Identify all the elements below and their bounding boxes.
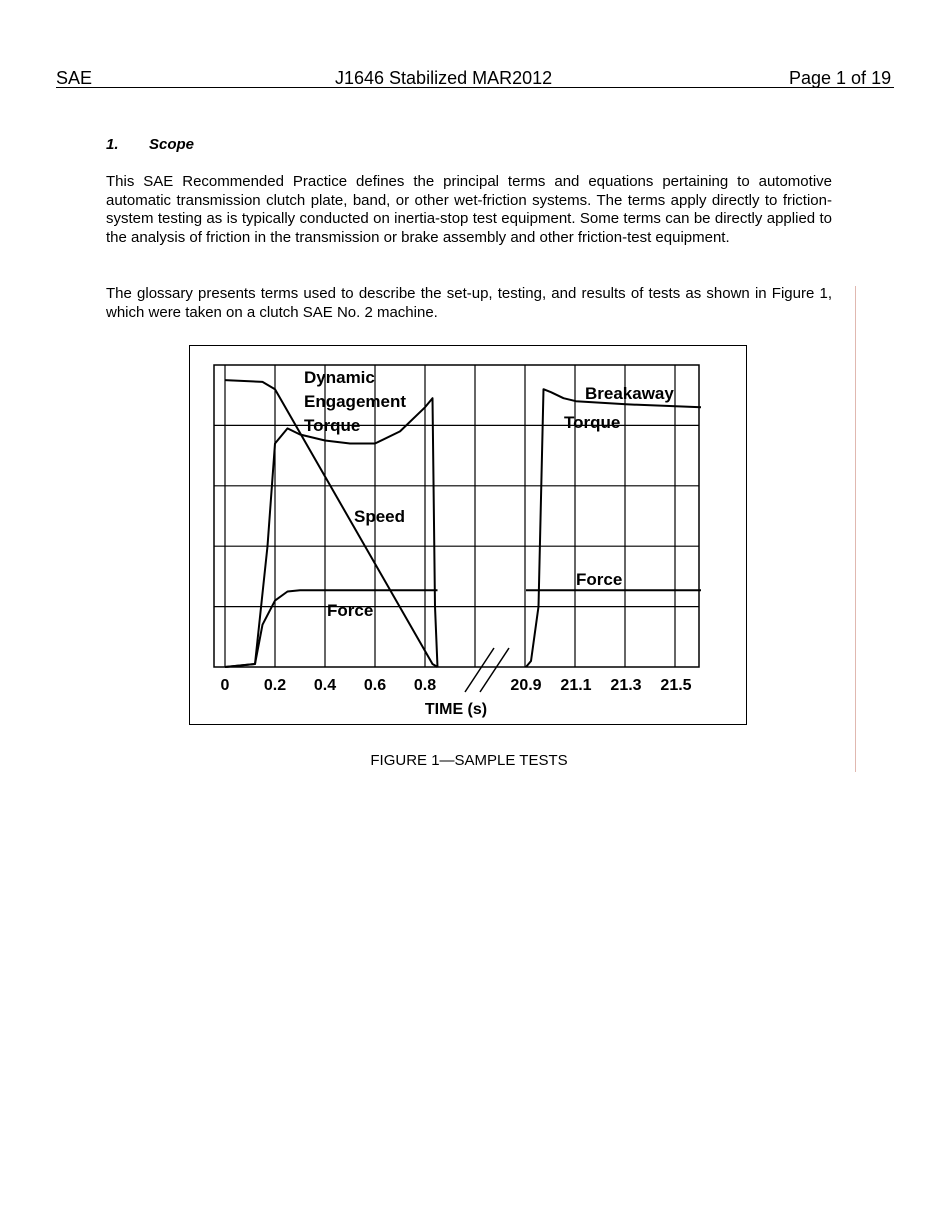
annotation-dynamic-engagement-torque: Dynamic <box>304 368 375 387</box>
chart-lines <box>225 380 701 692</box>
figure-sample-tests <box>189 345 747 725</box>
figure-caption: FIGURE 1—SAMPLE TESTS <box>370 752 568 769</box>
annotation-speed: Speed <box>354 507 406 526</box>
section-heading <box>106 136 194 153</box>
revision-bar <box>855 286 856 772</box>
x-tick-label: 0.6 <box>363 677 387 694</box>
axis-break-mark <box>480 648 509 692</box>
chart <box>190 346 748 726</box>
section-number: 1. <box>106 136 119 153</box>
annotation-dynamic-engagement-torque: Torque <box>304 416 361 435</box>
annotation-breakaway-torque: Breakaway <box>585 384 674 403</box>
header-left: SAE <box>56 68 93 88</box>
scope-paragraph-2: The glossary presents terms used to describe the set-up, testing, and results of tests as shown in Figure 1, which were taken on a clutch SAE No. 2 machine. <box>106 285 832 321</box>
annotation-dynamic-engagement-torque: Engagement <box>304 392 407 411</box>
x-tick-label: 0.8 <box>413 677 437 694</box>
series-dynamic-engagement-torque-left <box>225 398 438 667</box>
x-tick-label: 0.4 <box>313 677 337 694</box>
x-tick-label: 21.3 <box>610 677 642 694</box>
x-tick-label: 20.9 <box>510 677 542 694</box>
scope-paragraph-1: This SAE Recommended Practice defines the principal terms and equations pertaining to automotive automatic transmission clutch plate, band, or other wet-friction systems. The terms apply directly to friction-system testing as is typically conducted on inertia-stop test equipment. Some terms can be directly applied to the analysis of friction in the transmission or brake assembly and other friction-test equipment. <box>106 173 832 246</box>
x-tick-label: 21.1 <box>560 677 592 694</box>
annotation-breakaway-torque: Torque <box>564 413 621 432</box>
x-tick-label: 21.5 <box>660 677 692 694</box>
chart-labels <box>221 368 692 718</box>
x-tick-label: 0 <box>220 677 230 694</box>
header-rule <box>56 87 894 88</box>
header-document-id: J1646 Stabilized MAR2012 <box>335 68 553 88</box>
x-axis-title: TIME (s) <box>424 701 488 718</box>
axis-break-mark <box>465 648 494 692</box>
header-page-number: Page 1 of 19 <box>789 68 892 88</box>
section-title: Scope <box>149 136 195 153</box>
annotation-force: Force <box>327 601 374 620</box>
x-tick-label: 0.2 <box>263 677 287 694</box>
annotation-force: Force <box>576 570 623 589</box>
